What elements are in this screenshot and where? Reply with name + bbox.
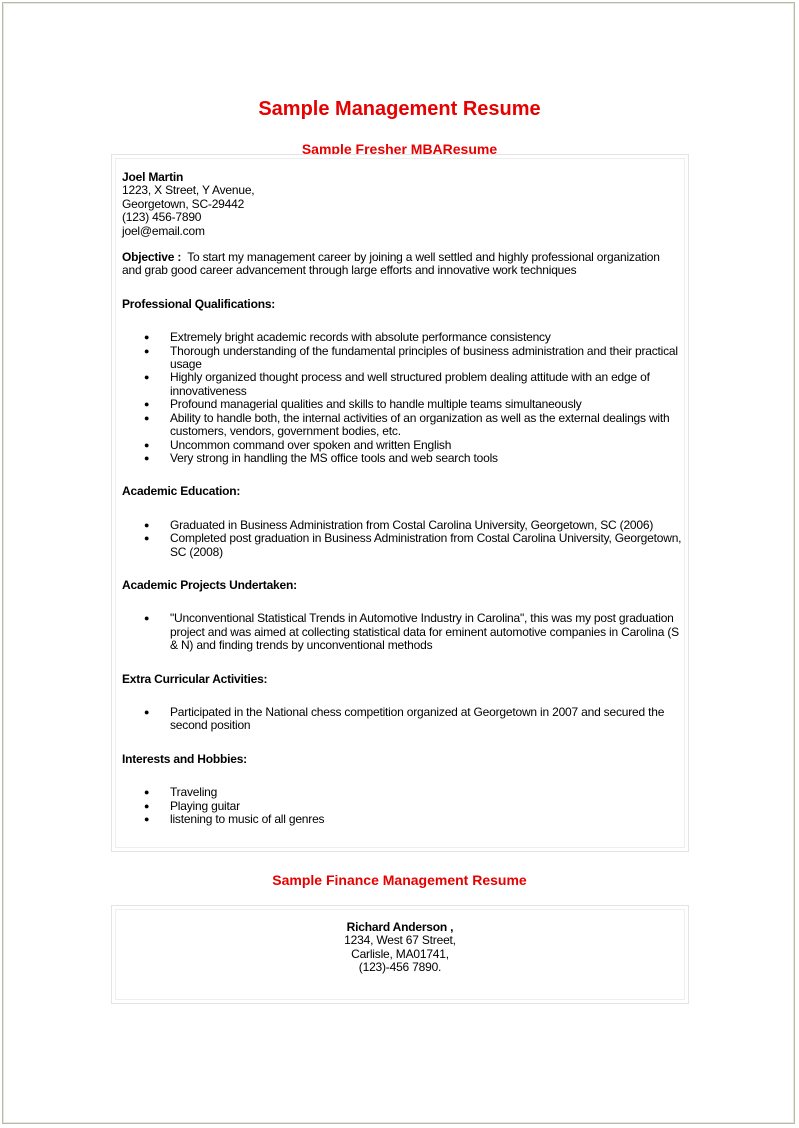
list-item: ● Ability to handle both, the internal activities of an organization as well as the external dealings with customers, vendors, government bodies, etc. xyxy=(122,412,682,439)
list-item: ● Graduated in Business Administration from Costal Carolina University, Georgetown, SC (2006) xyxy=(122,519,682,532)
list-item: ● Extremely bright academic records with absolute performance consistency xyxy=(122,331,682,344)
page-title: Sample Management Resume xyxy=(258,98,541,120)
list-item: ● Highly organized thought process and well structured problem dealing attitude with an edge of innovativeness xyxy=(122,371,682,398)
resume2-name: Richard Anderson , xyxy=(346,920,454,934)
qualifications-list xyxy=(122,331,682,465)
resume1-email: joel@email.com xyxy=(122,223,205,238)
objective-text: To start my management career by joining a well settled and highly professional organization and grab good career advancement through large efforts and innovative work techniques xyxy=(122,250,660,278)
section-heading: Interests and Hobbies: xyxy=(122,751,247,766)
resume1-address-line: Georgetown, SC-29442 xyxy=(122,196,245,211)
list-item: ● Participated in the National chess competition organized at Georgetown in 2007 and secured the second position xyxy=(122,706,682,733)
objective-label: Objective : xyxy=(122,250,182,265)
section-heading: Extra Curricular Activities: xyxy=(122,671,268,686)
list-item: ● Uncommon command over spoken and written English xyxy=(122,439,682,452)
resume1-content xyxy=(122,171,682,826)
list-item: ● Completed post graduation in Business Administration from Costal Carolina University, Georgetown, SC (2008) xyxy=(122,532,682,559)
resume2-content xyxy=(111,921,689,975)
list-item: ● Very strong in handling the MS office tools and web search tools xyxy=(122,452,682,465)
resume1-heading: Sample Fresher MBAResume xyxy=(301,141,498,157)
list-item: ● Traveling xyxy=(122,786,682,799)
list-item: ● "Unconventional Statistical Trends in Automotive Industry in Carolina", this was my post graduation project and was aimed at collecting statistical data for eminent automotive companies in Carolina (S & N) and finding trends by unconventional methods xyxy=(122,612,682,652)
resume2-phone: (123)-456 7890. xyxy=(358,960,442,975)
activities-list xyxy=(122,706,682,733)
resume1-name: Joel Martin xyxy=(122,170,184,184)
list-item: ● Playing guitar xyxy=(122,800,682,813)
objective xyxy=(122,251,682,278)
resume2-address-line: 1234, West 67 Street, xyxy=(344,933,456,948)
resume2-address-line: Carlisle, MA01741, xyxy=(351,946,449,961)
list-item: ● Profound managerial qualities and skills to handle multiple teams simultaneously xyxy=(122,398,682,411)
resume1-address-line: 1223, X Street, Y Avenue, xyxy=(122,183,255,198)
section-heading: Professional Qualifications: xyxy=(122,296,276,311)
hobbies-list xyxy=(122,786,682,826)
resume1-phone: (123) 456-7890 xyxy=(122,210,202,225)
projects-list xyxy=(122,612,682,652)
list-item: ● listening to music of all genres xyxy=(122,813,682,826)
list-item: ● Thorough understanding of the fundamental principles of business administration and their practical usage xyxy=(122,345,682,372)
education-list xyxy=(122,519,682,559)
resume2-heading: Sample Finance Management Resume xyxy=(272,872,527,888)
section-heading: Academic Projects Undertaken: xyxy=(122,577,297,592)
section-heading: Academic Education: xyxy=(122,484,241,499)
